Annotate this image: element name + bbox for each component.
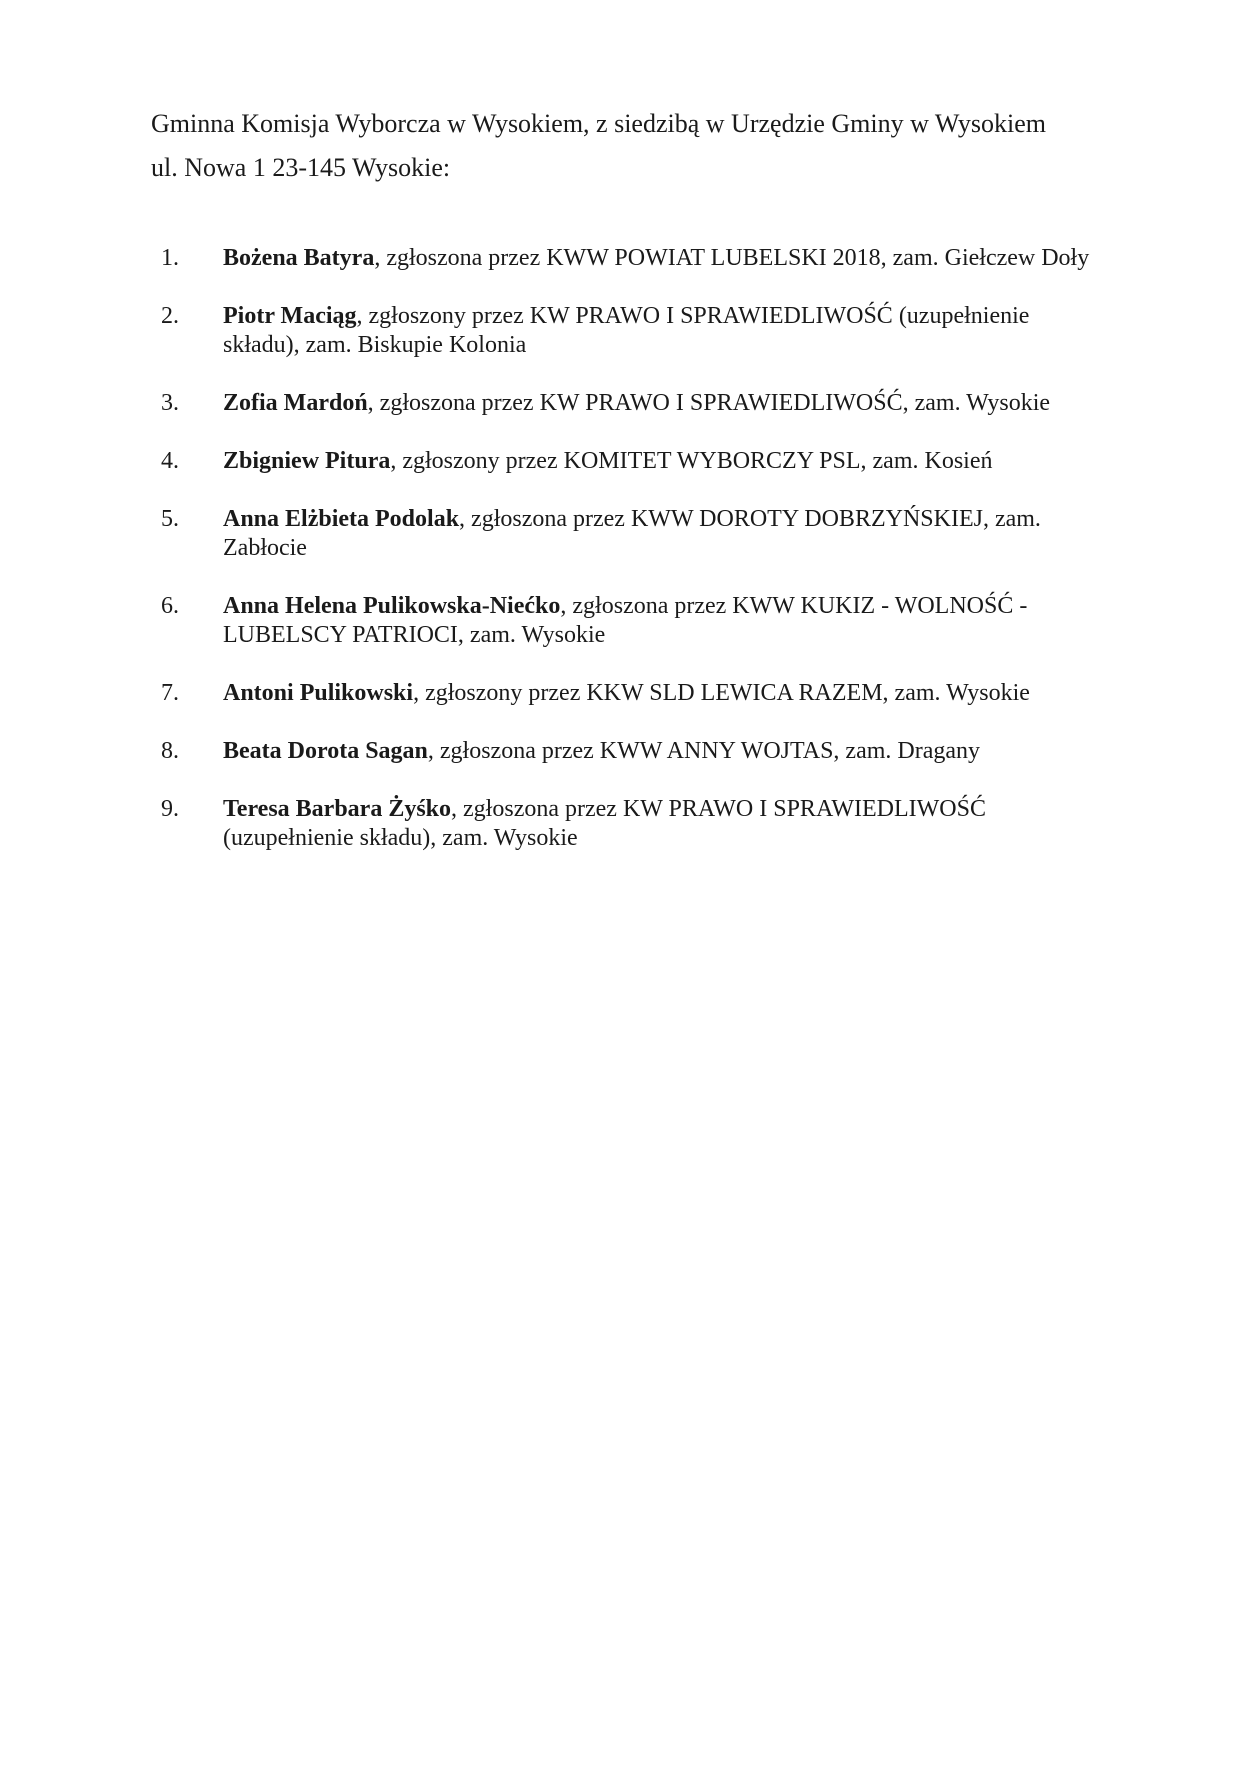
list-item: [151, 302, 1111, 360]
member-name: Anna Elżbieta Podolak: [223, 506, 460, 532]
list-item: [151, 679, 1111, 708]
member-name: Zbigniew Pitura: [223, 448, 391, 474]
item-number: 7.: [161, 680, 179, 706]
member-name: Teresa Barbara Żyśko: [223, 796, 452, 822]
member-name: Antoni Pulikowski: [223, 680, 414, 706]
member-details: , zgłoszona przez KWW POWIAT LUBELSKI 2018, zam. Giełczew Doły: [374, 245, 1090, 271]
member-details: , zgłoszona przez KWW DOROTY DOBRZYŃSKIEJ, zam. Zabłocie: [223, 506, 1041, 561]
list-item: [151, 389, 1111, 418]
member-details: , zgłoszony przez KKW SLD LEWICA RAZEM, zam. Wysokie: [413, 680, 1030, 706]
member-details: , zgłoszona przez KWW KUKIZ - WOLNOŚĆ - LUBELSCY PATRIOCI, zam. Wysokie: [223, 593, 1028, 648]
member-name: Piotr Maciąg: [223, 303, 357, 329]
member-details: , zgłoszony przez KW PRAWO I SPRAWIEDLIWOŚĆ (uzupełnienie składu), zam. Biskupie Kolonia: [223, 303, 1030, 358]
item-number: 5.: [161, 506, 179, 532]
list-item: [151, 795, 1111, 853]
item-number: 9.: [161, 796, 179, 822]
item-number: 1.: [161, 245, 179, 271]
list-item: [151, 592, 1111, 650]
list-item: [151, 447, 1111, 476]
member-name: Bożena Batyra: [223, 245, 375, 271]
member-name: Zofia Mardoń: [223, 390, 368, 416]
member-details: , zgłoszona przez KW PRAWO I SPRAWIEDLIWOŚĆ (uzupełnienie składu), zam. Wysokie: [223, 796, 986, 851]
header-line-2: ul. Nowa 1 23-145 Wysokie:: [151, 153, 451, 182]
item-number: 6.: [161, 593, 179, 619]
item-number: 4.: [161, 448, 179, 474]
header-line-1: Gminna Komisja Wyborcza w Wysokiem, z siedzibą w Urzędzie Gminy w Wysokiem: [151, 109, 1046, 138]
list-item: [151, 737, 1111, 766]
member-name: Beata Dorota Sagan: [223, 738, 428, 764]
member-details: , zgłoszona przez KW PRAWO I SPRAWIEDLIWOŚĆ, zam. Wysokie: [367, 390, 1051, 416]
member-details: , zgłoszona przez KWW ANNY WOJTAS, zam. Dragany: [427, 738, 981, 764]
list-item: [151, 505, 1111, 563]
document-header: [151, 102, 1151, 190]
list-item: [151, 244, 1111, 273]
member-name: Anna Helena Pulikowska-Niećko: [223, 593, 561, 619]
item-number: 3.: [161, 390, 179, 416]
member-details: , zgłoszony przez KOMITET WYBORCZY PSL, zam. Kosień: [390, 448, 993, 474]
item-number: 2.: [161, 303, 179, 329]
members-list: [151, 244, 1111, 882]
item-number: 8.: [161, 738, 179, 764]
